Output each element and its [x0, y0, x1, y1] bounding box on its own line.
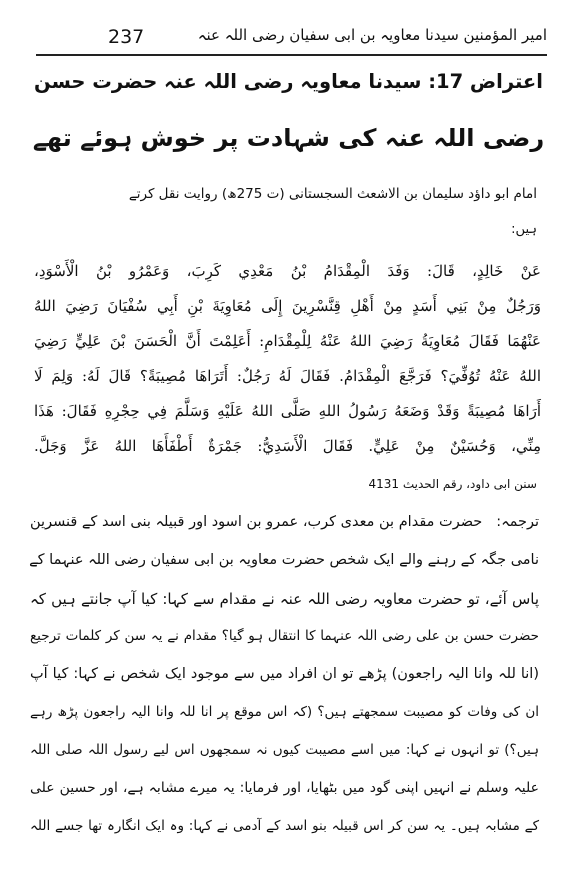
translation-line: ان کی وفات کو مصیبت سمجھتے ہیں؟ (کہ اس موقع پر انا للہ وانا الیہ راجعون پڑھ رہے	[30, 704, 539, 720]
intro-text: امام ابو داؤد سلیمان بن الاشعث السجستانی (ت 275ھ) روایت نقل کرتے	[128, 186, 537, 202]
translation-line: ہیں؟) تو انہوں نے کہا: میں اسے مصیبت کیوں نہ سمجھوں اس لیے رسول اللہ صلی اللہ	[30, 742, 539, 758]
translation-line: پاس آئے، تو حضرت معاویہ رضی اللہ عنہ نے مقدام سے کہا: کیا آپ جانتے ہیں کہ	[30, 590, 539, 608]
translation-line: نامی جگہ کے رہنے والے ایک شخص حضرت معاویہ بن ابی سفیان رضی اللہ عنہما کے	[29, 552, 539, 568]
translation-line: کے مشابہ ہیں۔ یہ سن کر اس قبیلہ بنو اسد کے آدمی نے کہا: وہ ایک انگارہ تھا جسے اللہ	[30, 818, 539, 834]
translation-line: علیہ وسلم نے انہیں اپنی گود میں بٹھایا، اور فرمایا: یہ میرے مشابہ ہے، اور حسین علی	[30, 780, 539, 796]
arabic-hadith-line: عَنْ خَالِدٍ، قَالَ: وَفَدَ الْمِقْدَامُ بْنُ مَعْدِي كَرِبَ، وَعَمْرُو بْنُ الْأَسْوَدِ،	[34, 262, 541, 280]
page-number: 237	[108, 26, 145, 48]
arabic-hadith-line: عَنْهُمَا فَقَالَ مُعَاوِيَةُ رَضِيَ اللهُ عَنْهُ لِلْمِقْدَامِ: أَعَلِمْتَ أَنَّ الْحَسَنَ بْنَ عَلِيٍّ رَضِيَ	[34, 332, 541, 350]
arabic-hadith-line: مِنِّي، وَحُسَيْنٌ مِنْ عَلِيٍّ. فَقَالَ الْأَسَدِيُّ: جَمْرَةٌ أَطْفَأَهَا اللهُ عَزَّ وَجَلَّ.	[34, 437, 541, 455]
translation-line: حضرت حسن بن علی رضی اللہ عنہما کا انتقال ہو گیا؟ مقدام نے یہ سن کر کلمات ترجیع	[30, 628, 539, 644]
translation-line-first	[30, 514, 539, 530]
page-header	[36, 20, 547, 56]
intro-text-end: ہیں:	[511, 222, 537, 237]
translation-label: ترجمہ:	[496, 514, 539, 530]
chapter-heading-line-2: رضی اللہ عنہ کی شہادت پر خوش ہوئے تھے	[32, 124, 545, 152]
arabic-hadith-line: أَرَاهَا مُصِيبَةً وَقَدْ وَضَعَهُ رَسُولُ اللهِ صَلَّى اللهُ عَلَيْهِ وَسَلَّمَ فِي حِجْرِهِ فَقَالَ: هَذَا	[34, 402, 541, 420]
chapter-heading-line-1: اعتراض 17: سیدنا معاویہ رضی اللہ عنہ حضرت حسن	[34, 70, 543, 93]
hadith-reference: سنن ابی داود، رقم الحدیث 4131	[368, 477, 537, 491]
arabic-hadith-line: وَرَجُلٌ مِنْ بَنِي أَسَدٍ مِنْ أَهْلِ قِنَّسْرِينَ إِلَى مُعَاوِيَةَ بْنِ أَبِي سُفْيَانَ رَضِيَ اللهُ	[34, 297, 541, 315]
translation-line: (انا للہ وانا الیہ راجعون) پڑھے تو ان افراد میں سے موجود ایک شخص نے کہا: کیا آپ	[30, 666, 539, 682]
running-title: امیر المؤمنین سیدنا معاویہ بن ابی سفیان رضی اللہ عنہ	[197, 26, 547, 44]
translation-line: حضرت مقدام بن معدی کرب، عمرو بن اسود اور قبیلہ بنی اسد کے قنسرین	[30, 514, 483, 530]
arabic-hadith-line: اللهُ عَنْهُ تُوُفِّيَ؟ فَرَجَّعَ الْمِقْدَامُ. فَقَالَ لَهُ رَجُلٌ: أَتَرَاهَا مُصِيبَةً؟ قَالَ لَهُ: وَلِمَ لَا	[34, 367, 541, 385]
